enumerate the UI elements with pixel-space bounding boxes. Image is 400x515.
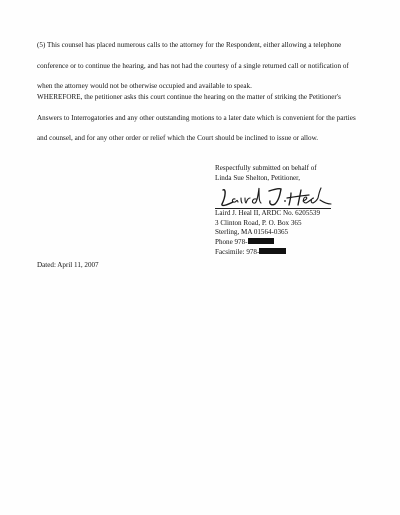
petitioner-line: Linda Sue Shelton, Petitioner, — [215, 173, 301, 182]
signature-line — [215, 208, 331, 209]
handwritten-signature — [217, 184, 335, 210]
signature-block — [215, 164, 385, 257]
paragraph-counsel-calls: (5) This counsel has placed numerous calls to the attorney for the Respondent, either allowing a telephone conference or to continue the hearing, and has not had the courtesy of a single returned call or notification of when the attorney would not be otherwise occupied and available to speak. — [37, 41, 349, 91]
attorney-name: Laird J. Heal II, ARDC No. 6205539 — [215, 209, 321, 218]
phone-redaction — [248, 238, 274, 244]
fax-line — [215, 248, 385, 258]
phone-line — [215, 238, 385, 248]
signature-area — [215, 183, 385, 209]
phone-label: Phone 978- — [215, 237, 248, 246]
submitted-line: Respectfully submitted on behalf of — [215, 164, 317, 172]
address-line-1: 3 Clinton Road, P. O. Box 365 — [215, 218, 302, 227]
dated-line: Dated: April 11, 2007 — [37, 261, 99, 269]
fax-redaction — [259, 248, 286, 254]
address-line-2: Sterling, MA 01564-0365 — [215, 228, 289, 237]
paragraph-wherefore: WHEREFORE, the petitioner asks this court continue the hearing on the matter of striking the Petitioner's Answers to Interrogatories and any other outstanding motions to a later date which is convenient for the parties and counsel, and for any other order or relief which the Court should be inclined to issue or allow. — [37, 93, 356, 143]
fax-label: Facsimile: 978- — [215, 247, 260, 256]
